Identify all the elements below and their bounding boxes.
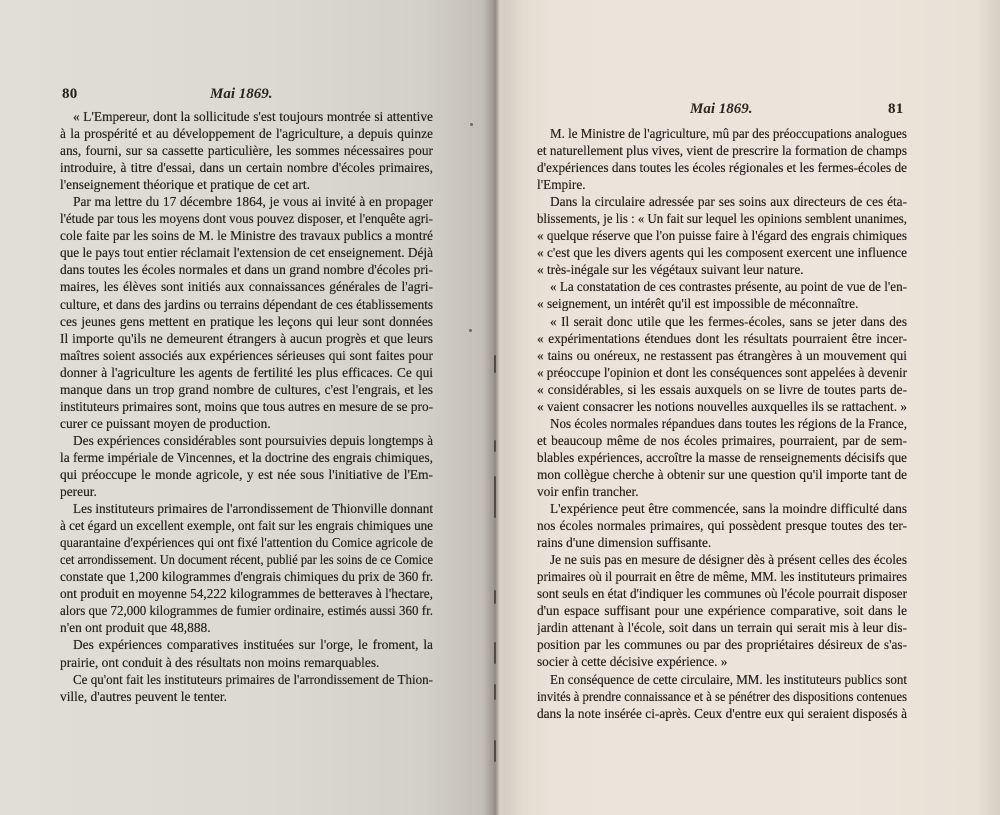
text-line <box>537 449 907 466</box>
text-line-content: donner à l'agriculture les agents de fertilité les plus efficaces. Ce qui <box>60 364 433 380</box>
text-line-content: ville, d'autres peuvent le tenter. <box>60 688 227 704</box>
text-line-content: d'expériences dans toutes les écoles régionales et les fermes-écoles de <box>537 160 907 176</box>
text-line-content: manque dans un trop grand nombre de cultures, c'est l'engrais, et les <box>60 381 433 397</box>
text-line-content: quarantaine d'expériences qui ont fixé l'attention du Comice agricole de <box>60 535 433 551</box>
text-line <box>537 193 907 210</box>
text-line-content: Par ma lettre du 17 décembre 1864, je vous ai invité à en propager <box>73 194 433 210</box>
text-line-content: « préoccupe l'opinion et dont les conséquences sont appelées à devenir <box>537 364 907 380</box>
paper-speck <box>469 329 472 332</box>
text-line <box>60 654 433 671</box>
binding-thread <box>494 440 496 452</box>
text-line-content: l'enseignement théorique et pratique de cet art. <box>60 177 310 193</box>
text-line <box>60 449 433 466</box>
text-line-content: « seignement, un intérêt qu'il est impossible de méconnaître. <box>537 296 859 312</box>
binding-thread <box>494 590 496 604</box>
text-line-content: « tains ou onéreux, ne restassent pas étrangères à un mouvement qui <box>537 347 907 363</box>
text-line-content: sont seuls en état d'indiquer les communes où l'école pourrait disposer <box>537 586 907 602</box>
text-line-content: à la prospérité et au développement de l'agriculture, a depuis quinze <box>60 126 433 142</box>
text-line-content: alors que 72,000 kilogrammes de fumier ordinaire, estimés aussi 360 fr. <box>60 603 433 619</box>
text-line <box>60 671 433 688</box>
text-line-content: culture, et dans des jardins ou terrains dépendant de ces établissements <box>60 296 433 312</box>
text-line-content: d'un espace suffisant pour une expérience comparative, soit dans le <box>537 603 907 619</box>
binding-thread <box>494 740 496 762</box>
text-line-content: blissements, je lis : « Un fait sur lequel les opinions semblent unanimes, <box>537 211 907 227</box>
page-number: 80 <box>62 86 78 102</box>
text-line <box>537 602 907 619</box>
page-number: 81 <box>888 101 904 117</box>
text-line <box>537 295 907 312</box>
text-line-content: En conséquence de cette circulaire, MM. les instituteurs publics sont <box>550 671 907 687</box>
paragraph <box>537 125 907 193</box>
text-line-content: Nos écoles normales répandues dans toutes les régions de la France, <box>550 415 907 431</box>
text-line-content: introduire, à titre d'essai, dans un certain nombre d'écoles primaires, <box>60 160 433 176</box>
text-line <box>60 585 433 602</box>
right-page <box>494 0 1000 815</box>
text-line-content: pereur. <box>60 484 97 500</box>
text-line <box>60 381 433 398</box>
text-line-content: « L'Empereur, dont la sollicitude s'est toujours montrée si attentive <box>73 109 433 124</box>
text-line <box>537 415 907 432</box>
text-line <box>60 432 433 449</box>
left-page <box>0 0 494 815</box>
text-line-content: maires, les élèves sont initiés aux connaissances générales de l'agri- <box>60 279 433 295</box>
text-line <box>60 330 433 347</box>
text-line <box>537 125 907 142</box>
paragraph <box>537 500 907 551</box>
text-line-content: prairie, ont conduit à des résultats non moins remarquables. <box>60 654 380 670</box>
text-line <box>537 210 907 227</box>
text-line-content: « très-inégale sur les végétaux suivant leur nature. <box>537 262 804 278</box>
paragraph <box>60 500 433 636</box>
text-line-content: Les instituteurs primaires de l'arrondissement de Thionville donnant <box>73 501 433 517</box>
text-line <box>537 483 907 500</box>
text-line-content: « Il serait donc utile que les fermes-écoles, sans se jeter dans des <box>550 313 907 329</box>
text-line-content: Dans la circulaire adressée par ses soins aux directeurs de ces éta- <box>550 194 907 210</box>
text-line-content: « c'est que les divers agents qui les composent exercent une influence <box>537 245 907 261</box>
text-line <box>537 653 907 670</box>
text-line <box>537 142 907 159</box>
text-line <box>60 415 433 432</box>
text-line <box>60 159 433 176</box>
paragraph <box>60 636 433 670</box>
text-line <box>60 313 433 330</box>
text-line <box>60 517 433 534</box>
text-line <box>537 517 907 534</box>
running-head: Mai 1869. <box>690 101 753 117</box>
text-line-content: primaires où il pourrait en être de même, MM. les instituteurs primaires <box>537 569 907 585</box>
text-line <box>537 227 907 244</box>
text-line-content: jardin attenant à l'école, soit dans un terrain qui serait mis à leur dis- <box>537 620 907 636</box>
text-column <box>60 108 433 705</box>
text-line <box>60 688 433 705</box>
text-line <box>537 551 907 568</box>
text-line <box>60 636 433 653</box>
text-line-content: cole faite par les soins de M. le Ministre des travaux publics a montré <box>60 228 433 244</box>
binding-thread <box>494 642 496 664</box>
text-line <box>60 568 433 585</box>
text-line <box>537 244 907 261</box>
text-line <box>60 534 433 551</box>
text-line <box>60 108 433 125</box>
text-line-content: rains d'une dimension suffisante. <box>537 535 712 551</box>
text-line <box>537 432 907 449</box>
text-line <box>537 313 907 330</box>
text-line-content: « expérimentations étendues dont les résultats pourraient être incer- <box>537 330 907 346</box>
text-line <box>60 364 433 381</box>
text-line-content: « considérables, si les essais auxquels on se livre de toutes parts de- <box>537 381 907 397</box>
text-line-content: que le pays tout entier réclamait l'extension de cet enseignement. Déjà <box>60 245 433 261</box>
text-line-content: socier à cette décisive expérience. » <box>537 654 728 670</box>
text-line <box>537 671 907 688</box>
text-line <box>60 296 433 313</box>
paragraph <box>60 432 433 500</box>
text-line-content: ces jeunes gens mettent en pratique les leçons qui leur sont données <box>60 313 433 329</box>
text-line <box>60 347 433 364</box>
text-line <box>60 500 433 517</box>
text-line <box>537 381 907 398</box>
text-line-content: l'étude par tous les moyens dont vous pouvez disposer, et l'enquête agri- <box>60 211 433 227</box>
text-line-content: position par les communes ou par des propriétaires désireux de s'as- <box>537 637 907 653</box>
text-line-content: constate que 1,200 kilogrammes d'engrais chimiques du prix de 360 fr. <box>60 569 433 585</box>
text-line-content: curer ce puissant moyen de production. <box>60 415 271 431</box>
text-line <box>60 261 433 278</box>
text-line <box>60 483 433 500</box>
text-line-content: « La constatation de ces contrastes présente, au point de vue de l'en- <box>550 279 907 295</box>
text-line <box>60 176 433 193</box>
text-line <box>537 534 907 551</box>
text-line <box>537 398 907 415</box>
text-line-content: n'en ont produit que 48,888. <box>60 620 211 636</box>
text-line-content: dans la note insérée ci-après. Ceux d'entre eux qui seraient disposés à <box>537 705 907 721</box>
text-line-content: qui préoccupe le monde agricole, y est née sous l'initiative de l'Em- <box>60 466 433 482</box>
text-line-content: blables expériences, accroître la masse de renseignements décisifs que <box>537 449 907 465</box>
text-line-content: la ferme impériale de Vincennes, et la doctrine des engrais chimiques, <box>60 449 433 465</box>
text-line-content: Ce qu'ont fait les instituteurs primaires de l'arrondissement de Thion- <box>73 671 433 687</box>
text-line-content: instituteurs primaires sont, moins que tous autres en mesure de se pro- <box>60 398 433 414</box>
text-line-content: « quelque réserve que l'on puisse faire à l'égard des engrais chimiques <box>537 228 907 244</box>
text-line <box>60 466 433 483</box>
text-line <box>537 568 907 585</box>
text-line-content: « vaient consacrer les notions nouvelles auxquelles ils se rattachent. » <box>537 398 907 414</box>
text-line-content: voir enfin trancher. <box>537 483 639 499</box>
binding-thread <box>494 476 496 518</box>
text-line <box>60 619 433 636</box>
text-line <box>537 278 907 295</box>
text-line <box>537 347 907 364</box>
text-line <box>537 364 907 381</box>
text-line <box>537 585 907 602</box>
text-line <box>60 125 433 142</box>
text-column <box>537 125 907 722</box>
paragraph <box>537 551 907 670</box>
text-line <box>537 705 907 722</box>
paragraph <box>537 193 907 278</box>
text-line-content: ans, fourni, sur sa cassette particulière, les sommes nécessaires pour <box>60 143 433 159</box>
text-line-content: invités à prendre connaissance et à se pénétrer des dispositions contenues <box>537 688 907 704</box>
text-line-content: et naturellement plus vives, vient de prescrire la formation de champs <box>537 143 907 159</box>
text-line-content: Des expériences comparatives instituées sur l'orge, le froment, la <box>73 637 433 653</box>
binding-thread <box>494 684 496 700</box>
text-line <box>60 142 433 159</box>
paragraph <box>537 278 907 312</box>
paragraph <box>537 671 907 722</box>
paragraph <box>537 313 907 415</box>
text-line-content: Je ne suis pas en mesure de désigner dès à présent celles des écoles <box>550 552 907 568</box>
text-line-content: Des expériences considérables sont poursuivies depuis longtemps à <box>73 432 433 448</box>
running-head: Mai 1869. <box>210 86 273 102</box>
binding-thread <box>494 355 496 373</box>
text-line-content: maîtres soient associés aux expériences sérieuses qui sont faites pour <box>60 347 433 363</box>
text-line <box>537 159 907 176</box>
paragraph <box>60 193 433 432</box>
text-line-content: Il importe qu'ils ne demeurent étrangers à aucun progrès et que leurs <box>60 330 433 346</box>
text-line-content: ont produit en moyenne 54,222 kilogrammes de betteraves à l'hectare, <box>60 586 433 602</box>
text-line-content: l'Empire. <box>537 177 586 193</box>
paragraph <box>60 671 433 705</box>
text-line <box>60 193 433 210</box>
text-line-content: M. le Ministre de l'agriculture, mû par des préoccupations analogues <box>550 126 907 141</box>
text-line <box>537 500 907 517</box>
text-line <box>60 551 433 568</box>
text-line <box>60 227 433 244</box>
text-line <box>60 244 433 261</box>
text-line <box>60 210 433 227</box>
text-line <box>60 278 433 295</box>
text-line-content: cet arrondissement. Un document récent, publié par les soins de ce Comice <box>60 552 433 568</box>
text-line-content: à cet égard un excellent exemple, ont fait sur les engrais chimiques une <box>60 518 433 534</box>
text-line <box>537 176 907 193</box>
text-line <box>537 619 907 636</box>
text-line <box>537 261 907 278</box>
text-line <box>60 398 433 415</box>
text-line <box>537 330 907 347</box>
text-line-content: dans toutes les écoles normales et dans un grand nombre d'écoles pri- <box>60 262 433 278</box>
paper-speck <box>470 123 473 126</box>
text-line-content: L'expérience peut être commencée, sans la moindre difficulté dans <box>550 501 907 517</box>
paragraph <box>60 108 433 193</box>
text-line <box>537 466 907 483</box>
text-line-content: mon collègue cherche à obtenir sur une question qu'il importe tant de <box>537 466 907 482</box>
text-line <box>60 602 433 619</box>
text-line <box>537 636 907 653</box>
text-line-content: nos écoles normales primaires, qui possèdent presque toutes des ter- <box>537 518 907 534</box>
paragraph <box>537 415 907 500</box>
text-line <box>537 688 907 705</box>
text-line-content: et beaucoup même de nos écoles primaires, pourraient, par de sem- <box>537 432 907 448</box>
